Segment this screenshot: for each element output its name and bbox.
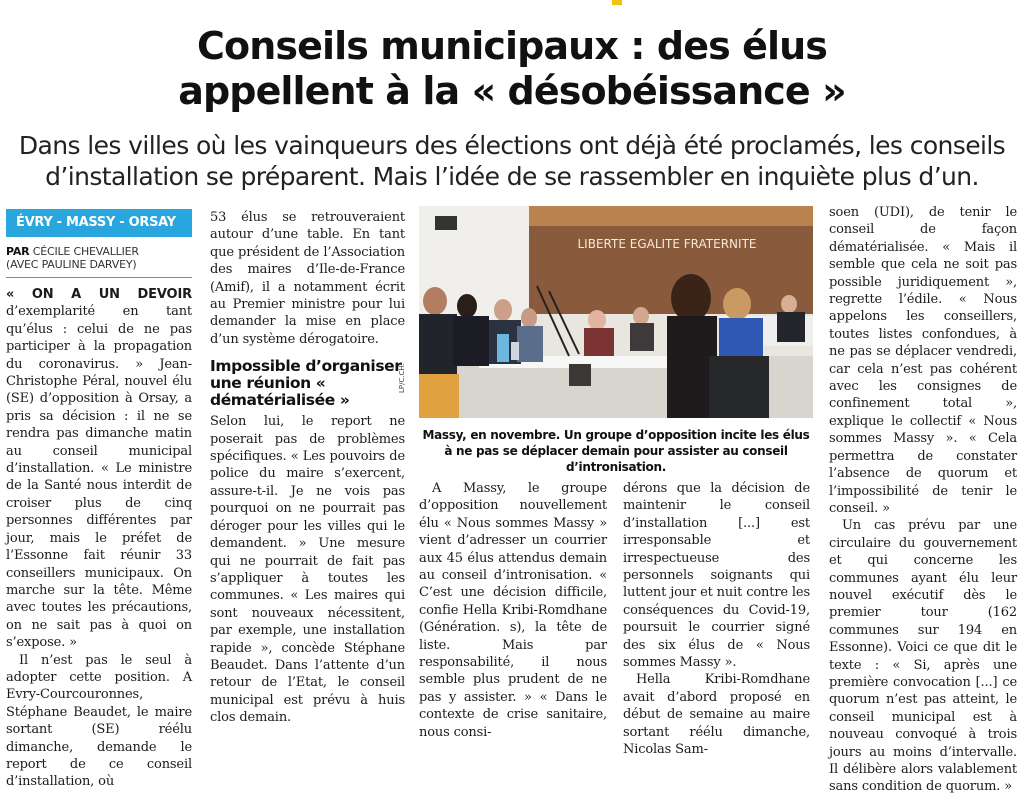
deck-line-2: d’installation se préparent. Mais l’idée de se rassembler en inquiète plus d’un.	[45, 162, 979, 191]
location-banner: ÉVRY - MASSY - ORSAY	[6, 209, 192, 237]
byline-contributor: (AVEC PAULINE DARVEY)	[6, 258, 137, 271]
paragraph-text: d’exemplarité en tant qu’élus : celui de ne pas participer à la propagation du coronavirus. » Jean-Christophe Péral, nouvel élu (SE) d’opposition à Orsay, a pris sa décision : il ne se rendra pas dimanche matin au conseil municipal d’installation. « Le ministre de la Santé nous interdit de croiser plus de cinq personnes différentes par jour, mais le préfet de l’Essonne fait réunir 33 conseillers municipaux. On marche sur la tête. Même avec toutes les précautions, on ne sait pas à quoi on s’expose. »	[6, 304, 192, 651]
headline-line-1: Conseils municipaux : des élus	[197, 24, 827, 68]
photo-caption: Massy, en novembre. Un groupe d’opposition incite les élus à ne pas se déplacer demain pour assister au conseil d’intronisation.	[422, 428, 810, 474]
paragraph: Un cas prévu par une circulaire du gouvernement et qui concerne les communes ayant élu leur nouvel exécutif dès le premier tour (162 communes sur 194 en Essonne). Voici ce que dit le texte : « Si, après une première convocation [...] ce quorum n’est pas atteint, le conseil municipal est à nouveau convoqué à trois jours au moins d’intervalle. Il délibère alors valablement sans condition de quorum. »	[829, 518, 1017, 795]
byline-author: CÉCILE CHEVALLIER	[32, 245, 139, 258]
article-column-3	[419, 480, 607, 741]
top-accent-mark	[612, 0, 622, 5]
article-headline	[40, 24, 984, 114]
byline-par: PAR	[6, 245, 30, 258]
article-column-4	[623, 480, 810, 759]
paragraph	[6, 286, 192, 652]
paragraph: Il n’est pas le seul à adopter cette position. A Evry-Courcouronnes, Stéphane Beaudet, le maire sortant (SE) réélu dimanche, demande le report de ce conseil d’installation, où	[6, 652, 192, 790]
section-subheading: Impossible d’organiser une réunion « dématérialisée »	[210, 357, 402, 410]
paragraph: soen (UDI), de tenir le conseil de façon dématérialisée. « Mais il semble que cela ne soit pas possible juridiquement », regrette l’édile. « Nous appelons les conseillers, toutes listes confondues, à ne pas se déplacer vendredi, car cela n’est pas cohérent avec les consignes de confinement total », explique le collectif « Nous sommes Massy ». « Cela permettra de constater l’absence de quorum et l’impossibilité de tenir le conseil. »	[829, 205, 1017, 516]
article-photo	[419, 206, 813, 418]
paragraph: dérons que la décision de maintenir le conseil d’installation [...] est irresponsable et irrespectueuse des personnels soignants qui luttent jour et nuit contre les conséquences du Covid-19, poursuit le courrier signé des six élus de « Nous sommes Massy ».	[623, 481, 810, 671]
article-deck	[8, 130, 1016, 192]
byline	[6, 245, 192, 271]
council-meeting-photo	[419, 206, 813, 418]
photo-credit: LP/C.CH.	[398, 363, 406, 393]
headline-line-2: appellent à la « désobéissance »	[178, 69, 846, 113]
article-column-2	[210, 209, 405, 727]
paragraph: 53 élus se retrouveraient autour d’une table. En tant que président de l’Association des maires d’Ile-de-France (Amif), il a notamment écrit au Premier ministre pour lui demander la mise en place d’un système dérogatoire.	[210, 210, 405, 347]
paragraph: A Massy, le groupe d’opposition nouvellement élu « Nous sommes Massy » vient d’adresser un courrier aux 45 élus attendus demain au conseil d’intronisation. « C’est une décision difficile, confie Hella Kribi-Romdhane (Génération. s), la tête de liste. Mais par responsabilité, il nous semble plus prudent de ne pas y assister. » « Dans le contexte de crise sanitaire, nous consi-	[419, 481, 607, 740]
article-column-1	[6, 209, 192, 791]
paragraph: Selon lui, le report ne poserait pas de problèmes spécifiques. « Les pouvoirs de police du maire s’exercent, assure-t-il. Je ne vois pas pourquoi on ne pourrait pas déroger pour les villes qui le demandent. » Une mesure qui ne pourrait de fait pas s’appliquer à toutes les communes. « Les maires qui sont nouveaux nécessitent, par exemple, une installation rapide », concède Stéphane Beaudet. Dans l’attente d’un retour de l’Etat, le conseil municipal est prévu à huis clos demain.	[210, 414, 405, 726]
byline-divider	[6, 277, 192, 278]
wall-inscription: LIBERTE EGALITE FRATERNITE	[577, 237, 757, 251]
deck-line-1: Dans les villes où les vainqueurs des élections ont déjà été proclamés, les conseils	[18, 131, 1006, 160]
lead-in: « ON A UN DEVOIR	[6, 287, 192, 302]
paragraph: Hella Kribi-Romdhane avait d’abord proposé en début de semaine au maire sortant réélu dimanche, Nicolas Sam-	[623, 672, 810, 758]
article-column-5	[829, 204, 1017, 796]
